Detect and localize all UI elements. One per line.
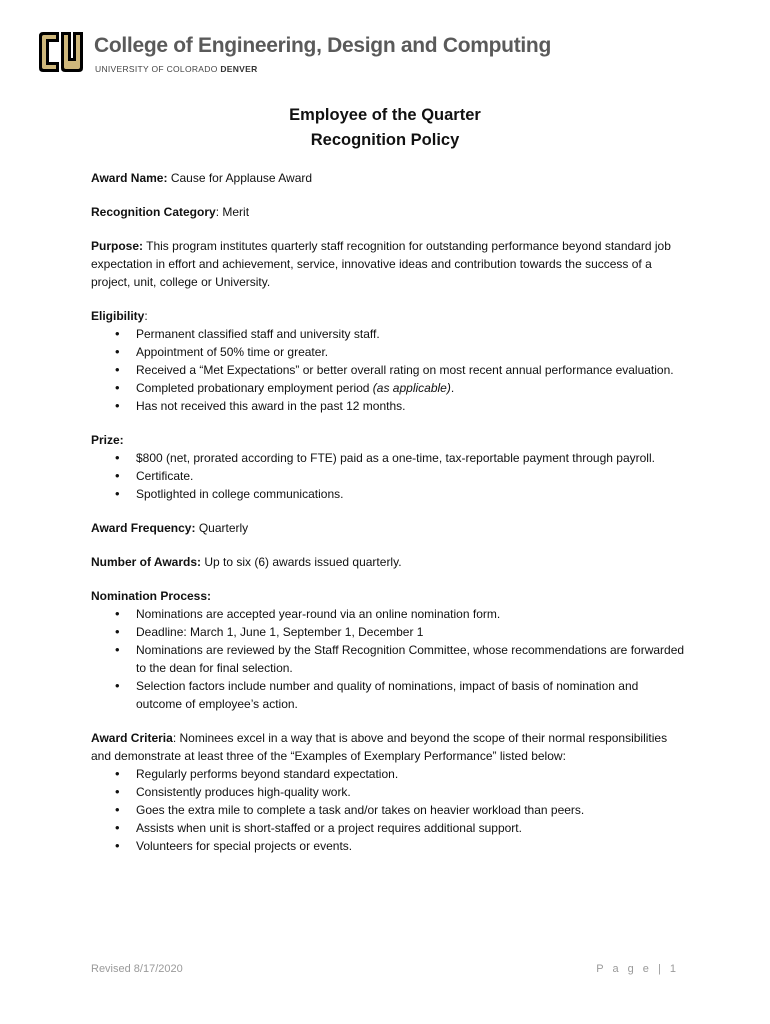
- list-item: • Assists when unit is short-staffed or a project requires additional support.: [136, 819, 687, 837]
- award-criteria-text: Nominees excel in a way that is above and beyond the scope of their normal responsibilities and demonstrate at least three of the “Examples of Exemplary Performance” listed below:: [91, 731, 668, 763]
- list-item: • Certificate.: [136, 467, 687, 485]
- award-frequency-value: Quarterly: [198, 521, 249, 535]
- recognition-category-section: Recognition Category: Merit: [91, 205, 250, 219]
- prize-label: Prize:: [91, 433, 124, 447]
- list-item: • Regularly performs beyond standard expectation.: [136, 765, 687, 783]
- nomination-process-list: [91, 605, 687, 713]
- award-criteria-label: Award Criteria: [91, 731, 173, 745]
- cu-logo-icon: [37, 28, 85, 76]
- list-item: • Goes the extra mile to complete a task and/or takes on heavier workload than peers.: [136, 801, 687, 819]
- award-name-label: Award Name:: [91, 171, 168, 185]
- number-of-awards-value: Up to six (6) awards issued quarterly.: [204, 555, 402, 569]
- list-item: • Has not received this award in the past 12 months.: [136, 397, 687, 415]
- eligibility-list: [91, 325, 687, 415]
- prize-list: [91, 449, 687, 503]
- purpose-section: [91, 237, 687, 291]
- college-name: College of Engineering, Design and Computing: [94, 34, 551, 57]
- eligibility-label: Eligibility: [91, 309, 145, 323]
- list-item: • Nominations are accepted year-round via an online nomination form.: [136, 605, 687, 623]
- nomination-process-section: [91, 587, 687, 713]
- prize-section: [91, 431, 687, 503]
- recognition-category-value: Merit: [222, 205, 250, 219]
- list-item: • Deadline: March 1, June 1, September 1, December 1: [136, 623, 687, 641]
- purpose-text: This program institutes quarterly staff recognition for outstanding performance beyond standard job expectation in effort and achievement, service, innovative ideas and contribution towards the success of a project, unit, college or University.: [91, 239, 671, 289]
- list-item: • Appointment of 50% time or greater.: [136, 343, 687, 361]
- policy-body: [91, 169, 687, 871]
- list-item: • Consistently produces high-quality work.: [136, 783, 687, 801]
- award-criteria-list: [91, 765, 687, 855]
- page-number: P a g e | 1: [596, 963, 679, 975]
- title-line-1: Employee of the Quarter: [289, 106, 481, 124]
- list-item: • Selection factors include number and quality of nominations, impact of basis of nomination and outcome of employee’s action.: [136, 677, 687, 713]
- list-item: • Spotlighted in college communications.: [136, 485, 687, 503]
- award-name-section: [91, 169, 687, 187]
- number-of-awards-section: [91, 553, 687, 571]
- campus-name: DENVER: [220, 64, 258, 74]
- list-item: • Nominations are reviewed by the Staff Recognition Committee, whose recommendations are forwarded to the dean for final selection.: [136, 641, 687, 677]
- award-frequency-section: [91, 519, 687, 537]
- award-criteria-section: Award Criteria: Nominees excel in a way that is above and beyond the scope of their normal responsibilities and demonstrate at least three of the “Examples of Exemplary Performance” listed below: • Regularly performs beyond standard expectation. • Consistently produces high-quality work. • Goes the extra mile to complete a task and/or takes on heavier workload than peers. • Assists when unit is short-staffed or a project requires additional support. • Volunteers for special projects or events.: [91, 729, 687, 855]
- list-item: • Completed probationary employment period (as applicable).: [136, 379, 687, 397]
- list-item: • Volunteers for special projects or events.: [136, 837, 687, 855]
- document-title: [0, 103, 770, 153]
- list-item: • $800 (net, prorated according to FTE) paid as a one-time, tax-reportable payment through payroll.: [136, 449, 687, 467]
- number-of-awards-label: Number of Awards:: [91, 555, 202, 569]
- title-line-2: Recognition Policy: [310, 131, 460, 149]
- nomination-process-label: Nomination Process:: [91, 589, 212, 603]
- list-item: • Permanent classified staff and university staff.: [136, 325, 687, 343]
- university-name: UNIVERSITY OF COLORADO DENVER: [95, 64, 258, 74]
- revision-date: Revised 8/17/2020: [91, 963, 183, 975]
- page-header: [37, 28, 597, 76]
- eligibility-section: Eligibility: • Permanent classified staff and university staff. • Appointment of 50% time or greater. • Received a “Met Expectations” or better overall rating on most recent annual performance evaluation. • Completed probationary employment period (as applicable). • Has not received this award in the past 12 months.: [91, 307, 687, 415]
- list-item: • Received a “Met Expectations” or better overall rating on most recent annual performance evaluation.: [136, 361, 687, 379]
- recognition-category-label: Recognition Category: [91, 205, 216, 219]
- purpose-label: Purpose:: [91, 239, 144, 253]
- award-name-value: Cause for Applause Award: [170, 171, 313, 185]
- award-frequency-label: Award Frequency:: [91, 521, 196, 535]
